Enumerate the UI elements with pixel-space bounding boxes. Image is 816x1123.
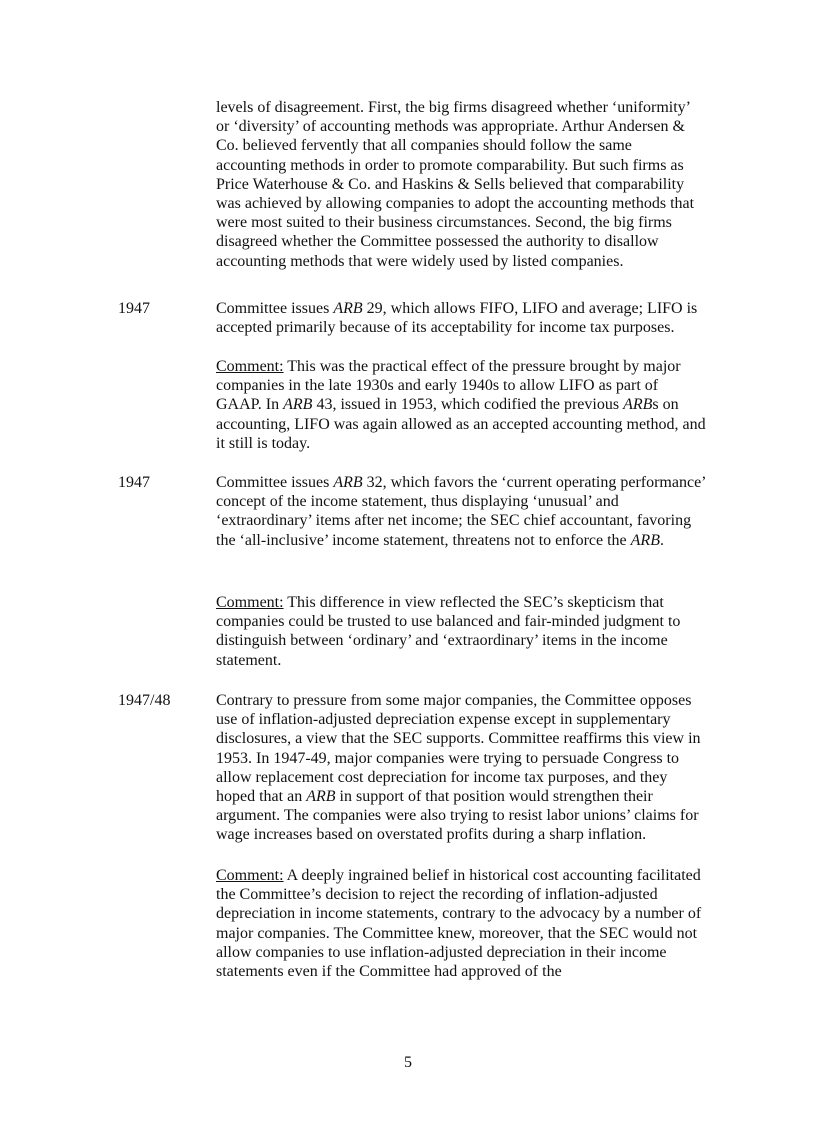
event-text: 32, which favors the ‘current operating performance’ concept of the income statement, thus displaying ‘unusual’ and ‘extraordinary’ items after net income; the SEC chief accountant, favoring the ‘all-inclusive’ income statement, threatens not to enforce the bbox=[216, 474, 706, 549]
entry-date: 1947 bbox=[118, 474, 150, 491]
comment-label: Comment: bbox=[216, 358, 284, 375]
comment-text: This difference in view reflected the SEC’s skepticism that companies could be trusted to use balanced and fair-minded judgment to distinguish between ‘ordinary’ and ‘extraordinary’ items in the income statement. bbox=[216, 594, 681, 669]
comment-label: Comment: bbox=[216, 594, 284, 611]
comment-text: This was the practical effect of the pressure brought by major companies in the late 1930s and early 1940s to allow LIFO as part of GAAP. In bbox=[216, 358, 681, 414]
continuation-paragraph bbox=[216, 98, 706, 271]
entry-date: 1947 bbox=[118, 300, 150, 317]
entry-event bbox=[216, 691, 706, 845]
page-number: 5 bbox=[404, 1054, 412, 1071]
event-italic: ARB bbox=[333, 300, 363, 317]
event-italic: ARB bbox=[630, 531, 660, 549]
continuation-text: levels of disagreement. First, the big firms disagreed whether ‘uniformity’ or ‘diversity’ of accounting methods was appropriate. Arthur Andersen & Co. believed fervently that all companies should follow the same accounting methods in order to promote comparability. But such firms as Price Waterhouse & Co. and Haskins & Sells believed that comparability was achieved by allowing companies to adopt the accounting methods that were most suited to their business circumstances. Second, the big firms disagreed whether the Committee possessed the authority to disallow accounting methods that were widely used by listed companies. bbox=[216, 99, 695, 270]
event-text: in support of that position would strengthen their argument. The companies were also trying to resist labor unions’ claims for wage increases based on overstated profits during a sharp inflation. bbox=[216, 788, 699, 844]
entry-comment bbox=[216, 866, 706, 981]
comment-text: 43, issued in 1953, which codified the previous bbox=[312, 396, 624, 414]
entry-date: 1947/48 bbox=[118, 692, 171, 709]
event-italic: ARB bbox=[306, 788, 336, 806]
comment-text: A deeply ingrained belief in historical cost accounting facilitated the Committee’s decision to reject the recording of inflation-adjusted depreciation in income statements, contrary to the advocacy by a number of major companies. The Committee knew, moreover, that the SEC would not allow companies to use inflation-adjusted depreciation in their income statements even if the Committee had approved of the bbox=[216, 867, 702, 981]
entry-event bbox=[216, 473, 706, 550]
event-italic: ARB bbox=[333, 474, 363, 491]
comment-italic: ARB bbox=[623, 396, 653, 414]
event-text: Committee issues bbox=[216, 474, 334, 491]
event-text: Contrary to pressure from some major companies, the Committee opposes use of inflation-adjusted depreciation expense except in supplementary disclosures, a view that the SEC supports. Committee reaffirms this view in 1953. In 1947-49, major companies were trying to persuade Congress to allow replacement cost depreciation for income tax purposes, and they hoped that an bbox=[216, 692, 701, 806]
entry-comment bbox=[216, 357, 706, 453]
event-text: 29, which allows FIFO, LIFO and average; LIFO is accepted primarily because of its acceptability for income tax purposes. bbox=[216, 300, 698, 337]
entry-comment bbox=[216, 593, 706, 670]
event-text: Committee issues bbox=[216, 300, 334, 317]
entry-event bbox=[216, 299, 706, 337]
event-text: . bbox=[659, 531, 664, 549]
comment-label: Comment: bbox=[216, 867, 284, 884]
comment-text: s on accounting, LIFO was again allowed as an accepted accounting method, and it still is today. bbox=[216, 396, 706, 452]
comment-italic: ARB bbox=[283, 396, 313, 414]
